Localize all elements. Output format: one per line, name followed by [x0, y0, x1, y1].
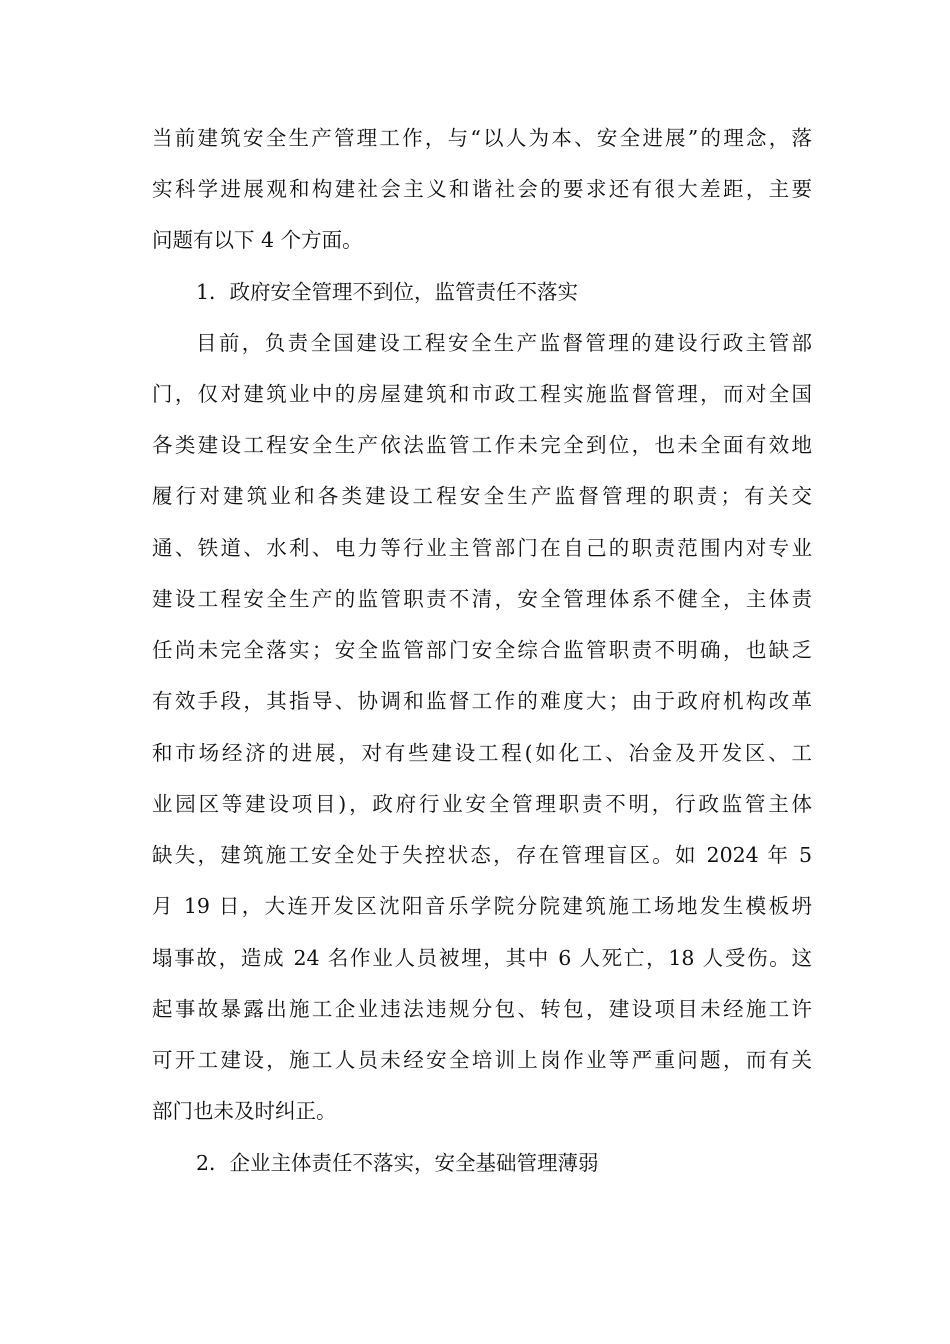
paragraph-2-line-7: 任尚未完全落实；安全监管部门安全综合监管职责不明确，也缺乏: [152, 638, 812, 662]
paragraph-2-line-16: 部门也未及时纠正。: [152, 1099, 337, 1123]
paragraph-2-line-8: 有效手段，其指导、协调和监督工作的难度大；由于政府机构改革: [152, 689, 812, 713]
paragraph-2-line-3: 各类建设工程安全生产依法监管工作未完全到位，也未全面有效地: [152, 433, 812, 457]
paragraph-2-line-2: 门，仅对建筑业中的房屋建筑和市政工程实施监督管理，而对全国: [152, 382, 812, 406]
paragraph-1-line-1: 当前建筑安全生产管理工作，与“以人为本、安全进展”的理念，落: [152, 126, 812, 150]
paragraph-2-line-11: 缺失，建筑施工安全处于失控状态，存在管理盲区。如 2024 年 5: [152, 843, 812, 867]
section-heading-2: 2．企业主体责任不落实，安全基础管理薄弱: [196, 1151, 599, 1175]
paragraph-2-line-4: 履行对建筑业和各类建设工程安全生产监督管理的职责；有关交: [152, 484, 812, 508]
paragraph-1-line-3: 问题有以下 4 个方面。: [152, 228, 363, 252]
paragraph-2-line-10: 业园区等建设项目)，政府行业安全管理职责不明，行政监管主体: [152, 792, 812, 816]
paragraph-2-line-6: 建设工程安全生产的监管职责不清，安全管理体系不健全，主体责: [152, 587, 812, 611]
paragraph-2-line-13: 塌事故，造成 24 名作业人员被埋，其中 6 人死亡，18 人受伤。这: [152, 946, 812, 970]
paragraph-1-line-2: 实科学进展观和构建社会主义和谐社会的要求还有很大差距，主要: [152, 177, 812, 201]
paragraph-2-line-9: 和市场经济的进展，对有些建设工程(如化工、冶金及开发区、工: [152, 741, 812, 765]
paragraph-2-line-5: 通、铁道、水利、电力等行业主管部门在自己的职责范围内对专业: [152, 536, 812, 560]
paragraph-2-line-14: 起事故暴露出施工企业违法违规分包、转包，建设项目未经施工许: [152, 997, 812, 1021]
paragraph-2-line-12: 月 19 日，大连开发区沈阳音乐学院分院建筑施工场地发生模板坍: [152, 894, 812, 918]
section-heading-1: 1．政府安全管理不到位，监管责任不落实: [196, 280, 579, 304]
paragraph-2-line-15: 可开工建设，施工人员未经安全培训上岗作业等严重问题，而有关: [152, 1048, 812, 1072]
paragraph-2-line-1: 目前，负责全国建设工程安全生产监督管理的建设行政主管部: [196, 331, 812, 355]
